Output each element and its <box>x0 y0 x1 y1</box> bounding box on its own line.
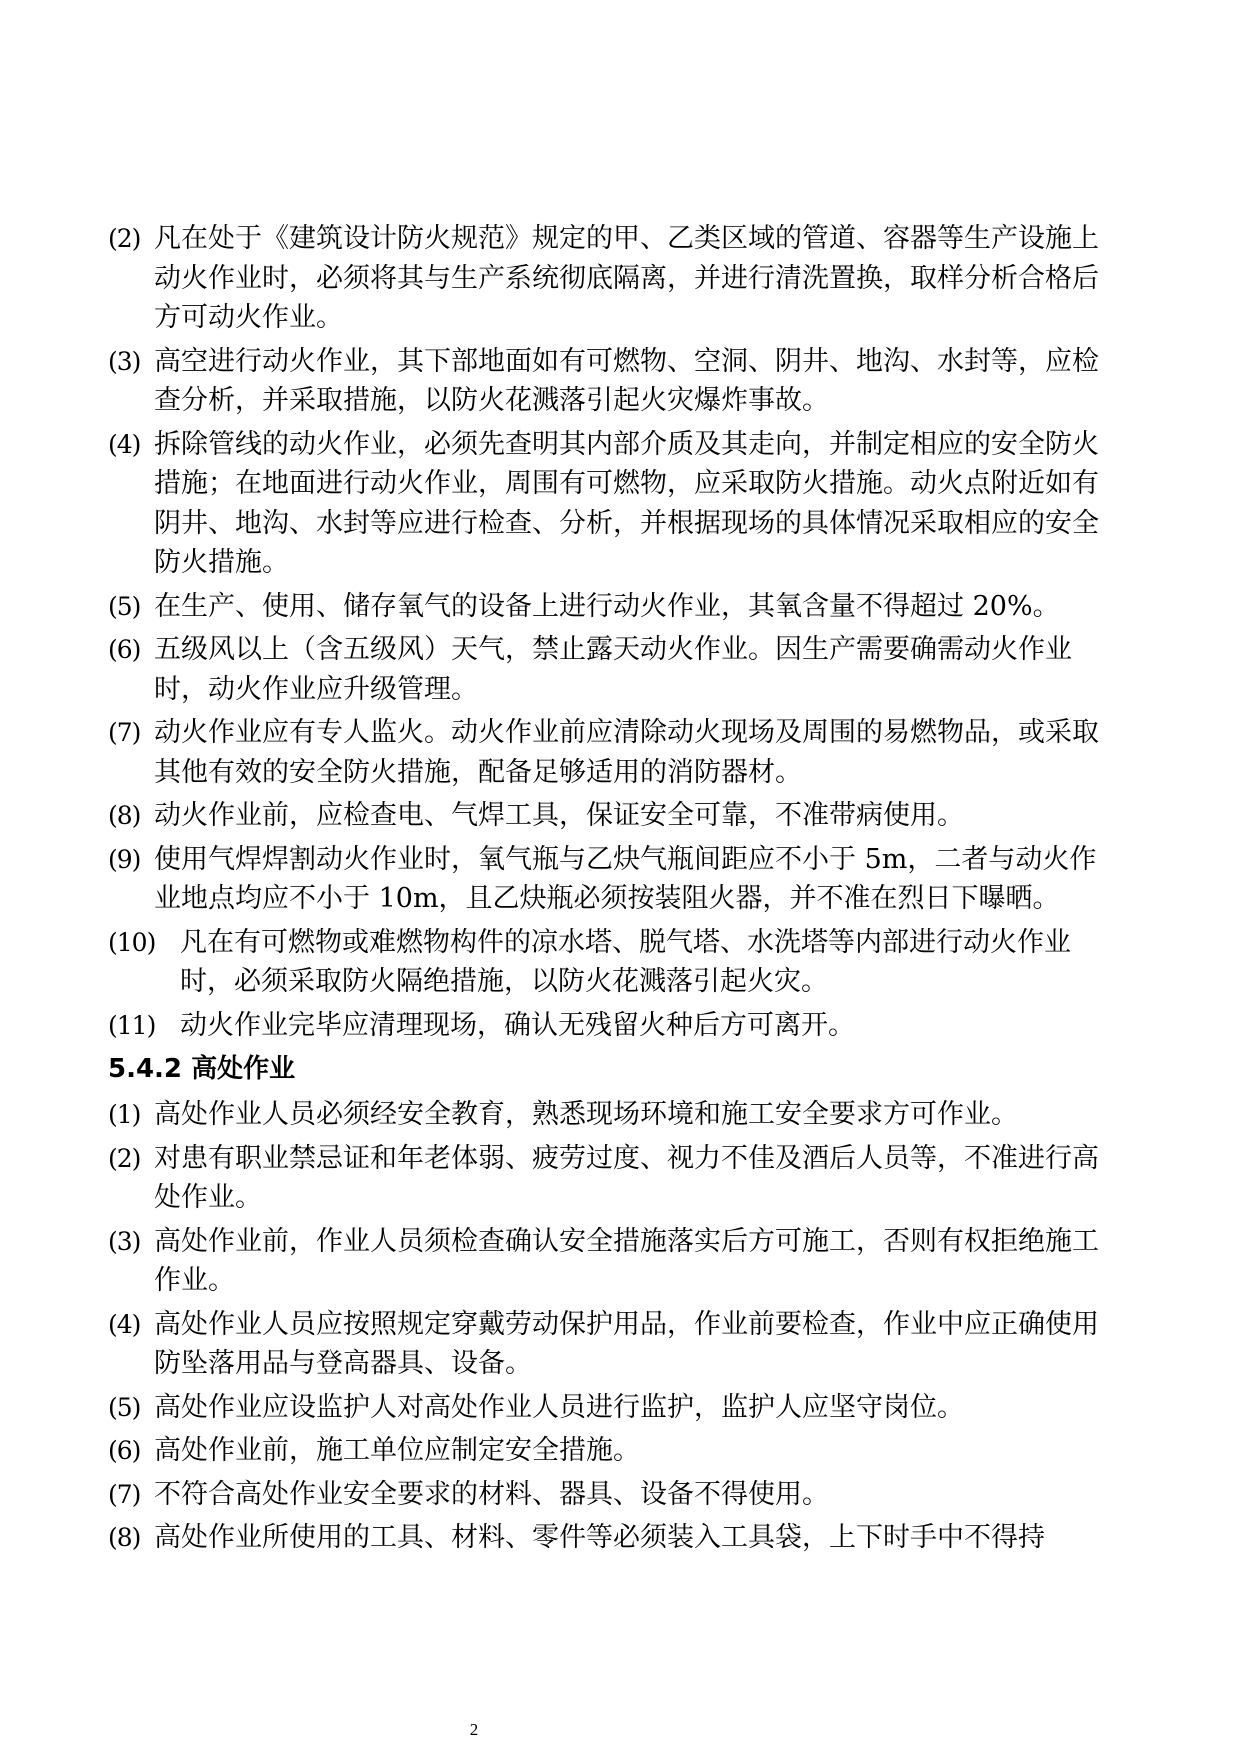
item-number: (4) <box>108 429 141 459</box>
list-item <box>108 713 1123 792</box>
item-text: 不符合高处作业安全要求的材料、器具、设备不得使用。 <box>154 1478 829 1510</box>
item-number: (8) <box>108 1523 141 1552</box>
list-item <box>108 1222 1123 1301</box>
list-item <box>108 1305 1123 1384</box>
item-text: 动火作业完毕应清理现场，确认无残留火种后方可离开。 <box>180 1009 855 1041</box>
item-number: (6) <box>108 1436 141 1465</box>
item-number: (2) <box>108 224 141 253</box>
item-number: (7) <box>108 1479 141 1509</box>
item-text: 高处作业人员必须经安全教育，熟悉现场环境和施工安全要求方可作业。 <box>154 1099 1018 1130</box>
item-number: (3) <box>108 1226 141 1256</box>
item-number: (4) <box>108 1309 141 1339</box>
item-text: 在生产、使用、储存氧气的设备上进行动火作业，其氧含量不得超过 20%。 <box>154 590 1060 622</box>
document-body <box>108 219 1123 1562</box>
item-number: (8) <box>108 801 141 830</box>
list-item <box>108 1518 1123 1558</box>
item-text: 高空进行动火作业，其下部地面如有可燃物、空洞、阴井、地沟、水封等，应检查分析，并采取措施，以防火花溅落引起火灾爆炸事故。 <box>154 345 1099 416</box>
item-number: (5) <box>108 591 141 621</box>
item-text: 凡在处于《建筑设计防火规范》规定的甲、乙类区域的管道、容器等生产设施上动火作业时，必须将其与生产系统彻底隔离，并进行清洗置换，取样分析合格后方可动火作业。 <box>154 223 1099 333</box>
item-text: 拆除管线的动火作业，必须先查明其内部介质及其走向，并制定相应的安全防火措施；在地面进行动火作业，周围有可燃物，应采取防火措施。动火点附近如有阴井、地沟、水封等应进行检查、分析，并根据现场的具体情况采取相应的安全防火措施。 <box>154 428 1099 578</box>
item-text: 高处作业前，施工单位应制定安全措施。 <box>154 1435 640 1466</box>
list-item <box>108 840 1123 919</box>
item-number: (11) <box>108 1010 156 1040</box>
item-text: 高处作业人员应按照规定穿戴劳动保护用品，作业前要检查，作业中应正确使用防坠落用品与登高器具、设备。 <box>154 1308 1099 1379</box>
item-number: (10) <box>108 927 156 957</box>
item-text: 使用气焊焊割动火作业时，氧气瓶与乙炔气瓶间距应不小于 5m，二者与动火作业地点均应不小于 10m，且乙炔瓶必须按装阻火器，并不准在烈日下曝晒。 <box>154 843 1097 914</box>
list-item <box>108 1139 1123 1218</box>
item-text: 五级风以上（含五级风）天气，禁止露天动火作业。因生产需要确需动火作业时，动火作业应升级管理。 <box>154 634 1072 705</box>
list-item <box>108 342 1123 421</box>
list-item <box>108 630 1123 709</box>
page-number: 2 <box>469 1720 479 1739</box>
item-number: (9) <box>108 844 141 874</box>
item-number: (2) <box>108 1143 141 1173</box>
list-item <box>108 1006 1123 1046</box>
list-item <box>108 796 1123 836</box>
list-item <box>108 1095 1123 1135</box>
item-number: (6) <box>108 635 141 664</box>
list-item <box>108 587 1123 627</box>
item-number: (7) <box>108 718 141 747</box>
list-item <box>108 425 1123 583</box>
item-number: (3) <box>108 346 141 376</box>
item-number: (5) <box>108 1392 141 1422</box>
list-item <box>108 1388 1123 1428</box>
item-text: 对患有职业禁忌证和年老体弱、疲劳过度、视力不佳及酒后人员等，不准进行高处作业。 <box>154 1142 1099 1213</box>
item-number: (1) <box>108 1100 141 1129</box>
item-text: 高处作业应设监护人对高处作业人员进行监护，监护人应坚守岗位。 <box>154 1391 964 1423</box>
list-item <box>108 1475 1123 1515</box>
item-text: 凡在有可燃物或难燃物构件的凉水塔、脱气塔、水洗塔等内部进行动火作业时，必须采取防火隔绝措施，以防火花溅落引起火灾。 <box>180 926 1071 997</box>
item-text: 高处作业所使用的工具、材料、零件等必须装入工具袋，上下时手中不得持 <box>154 1522 1045 1553</box>
item-text: 高处作业前，作业人员须检查确认安全措施落实后方可施工，否则有权拒绝施工作业。 <box>154 1225 1099 1296</box>
list-item <box>108 1431 1123 1471</box>
section-heading: 5.4.2 高处作业 <box>108 1054 296 1084</box>
item-text: 动火作业应有专人监火。动火作业前应清除动火现场及周围的易燃物品，或采取其他有效的安全防火措施，配备足够适用的消防器材。 <box>154 717 1099 788</box>
list-item <box>108 923 1123 1002</box>
list-item <box>108 219 1123 338</box>
item-text: 动火作业前，应检查电、气焊工具，保证安全可靠，不准带病使用。 <box>154 800 964 831</box>
